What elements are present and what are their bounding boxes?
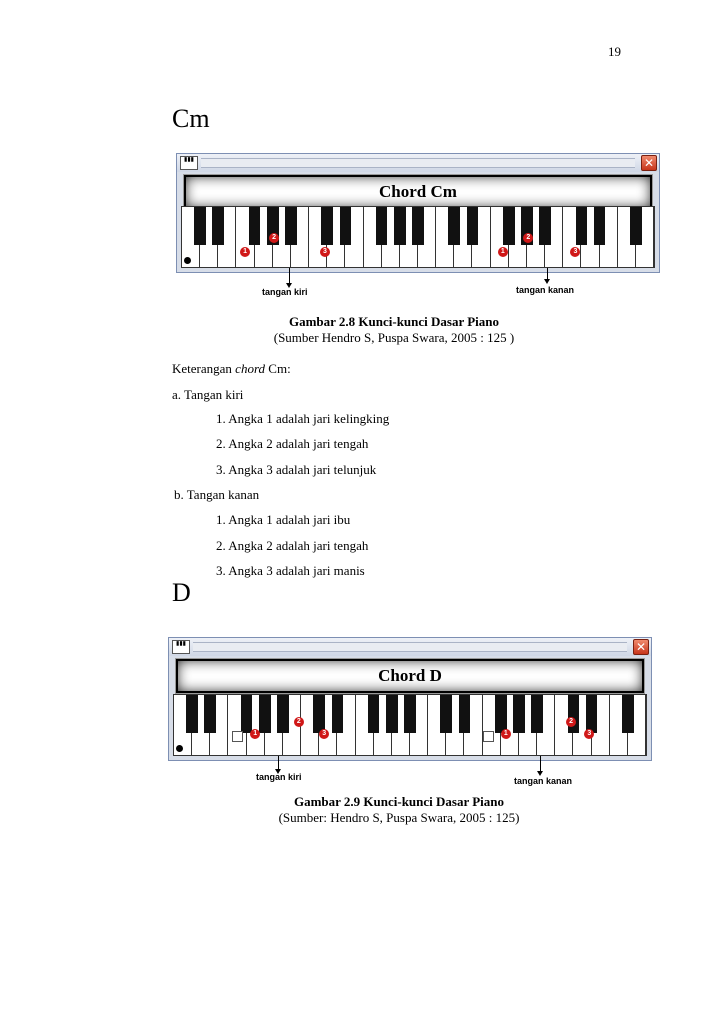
black-key xyxy=(513,695,525,733)
finger-number-marker: 3 xyxy=(584,729,594,739)
black-key xyxy=(539,207,551,245)
window-titlebar xyxy=(169,638,651,656)
page-number: 19 xyxy=(608,44,621,59)
black-key xyxy=(285,207,297,245)
figure-caption-title: Gambar 2.8 Kunci-kunci Dasar Piano xyxy=(288,314,500,329)
black-key xyxy=(394,207,406,245)
black-key xyxy=(259,695,271,733)
figure-caption-title: Gambar 2.9 Kunci-kunci Dasar Piano xyxy=(293,794,505,809)
black-key xyxy=(212,207,224,245)
piano-keyboard xyxy=(173,694,647,756)
right-hand-arrow xyxy=(547,268,548,280)
figure-caption-source: (Sumber: Hendro S, Puspa Swara, 2005 : 125) xyxy=(278,810,520,825)
titlebar-bar xyxy=(201,158,635,168)
black-key xyxy=(241,695,253,733)
chord-heading-cm: Cm xyxy=(172,104,210,133)
left-hand-title: a. Tangan kiri xyxy=(172,387,244,402)
finger-number-marker: 2 xyxy=(269,233,279,243)
titlebar-bar xyxy=(193,642,627,652)
list-item: 3. Angka 3 adalah jari manis xyxy=(216,563,365,578)
black-key xyxy=(313,695,325,733)
piano-window-cm xyxy=(176,153,660,273)
black-key xyxy=(249,207,261,245)
figure-caption-source: (Sumber Hendro S, Puspa Swara, 2005 : 125 ) xyxy=(273,330,515,345)
black-key xyxy=(404,695,416,733)
right-hand-arrow xyxy=(540,756,541,772)
chord-banner xyxy=(175,658,645,694)
black-key xyxy=(459,695,471,733)
black-key xyxy=(332,695,344,733)
black-key xyxy=(586,695,598,733)
black-key xyxy=(467,207,479,245)
list-item: 2. Angka 2 adalah jari tengah xyxy=(216,436,369,451)
key-marker-square xyxy=(232,731,243,742)
black-key xyxy=(194,207,206,245)
black-key xyxy=(204,695,216,733)
finger-number-marker: 3 xyxy=(319,729,329,739)
left-hand-arrow xyxy=(289,268,290,284)
window-titlebar xyxy=(177,154,659,172)
list-item: 1. Angka 1 adalah jari kelingking xyxy=(216,411,390,426)
black-key xyxy=(412,207,424,245)
left-hand-label: tangan kiri xyxy=(262,287,308,297)
black-key xyxy=(531,695,543,733)
black-key xyxy=(277,695,289,733)
black-key xyxy=(448,207,460,245)
right-hand-label: tangan kanan xyxy=(516,285,575,295)
finger-number-marker: 1 xyxy=(250,729,260,739)
piano-window-d xyxy=(168,637,652,761)
list-item: 1. Angka 1 adalah jari ibu xyxy=(216,512,351,527)
close-icon[interactable]: ✕ xyxy=(633,639,649,655)
black-key xyxy=(340,207,352,245)
description-intro: Keterangan chord Cm: xyxy=(172,361,291,376)
finger-number-marker: 1 xyxy=(240,247,250,257)
black-key xyxy=(622,695,634,733)
finger-number-marker: 2 xyxy=(566,717,576,727)
right-hand-title: b. Tangan kanan xyxy=(174,487,260,502)
black-key xyxy=(495,695,507,733)
piano-app-icon: ▮▮▮ xyxy=(172,640,190,654)
black-key xyxy=(576,207,588,245)
finger-number-marker: 2 xyxy=(294,717,304,727)
black-key xyxy=(440,695,452,733)
black-key xyxy=(594,207,606,245)
finger-number-marker: 1 xyxy=(501,729,511,739)
left-hand-arrow xyxy=(278,756,279,770)
black-key xyxy=(503,207,515,245)
right-hand-label: tangan kanan xyxy=(514,776,573,786)
black-key xyxy=(386,695,398,733)
black-key xyxy=(186,695,198,733)
finger-number-marker: 3 xyxy=(570,247,580,257)
black-key xyxy=(376,207,388,245)
piano-app-icon: ▮▮▮ xyxy=(180,156,198,170)
close-icon[interactable]: ✕ xyxy=(641,155,657,171)
chord-title: Chord D xyxy=(378,666,442,685)
finger-number-marker: 1 xyxy=(498,247,508,257)
chord-banner xyxy=(183,174,653,210)
finger-number-marker: 2 xyxy=(523,233,533,243)
finger-number-marker: 3 xyxy=(320,247,330,257)
chord-title: Chord Cm xyxy=(379,182,457,201)
black-key xyxy=(321,207,333,245)
left-hand-label: tangan kiri xyxy=(256,772,302,782)
black-key xyxy=(368,695,380,733)
black-key xyxy=(568,695,580,733)
black-key xyxy=(630,207,642,245)
piano-keyboard xyxy=(181,206,655,268)
chord-heading-d: D xyxy=(172,578,191,607)
list-item: 2. Angka 2 adalah jari tengah xyxy=(216,538,369,553)
key-marker-square xyxy=(483,731,494,742)
list-item: 3. Angka 3 adalah jari telunjuk xyxy=(216,462,377,477)
